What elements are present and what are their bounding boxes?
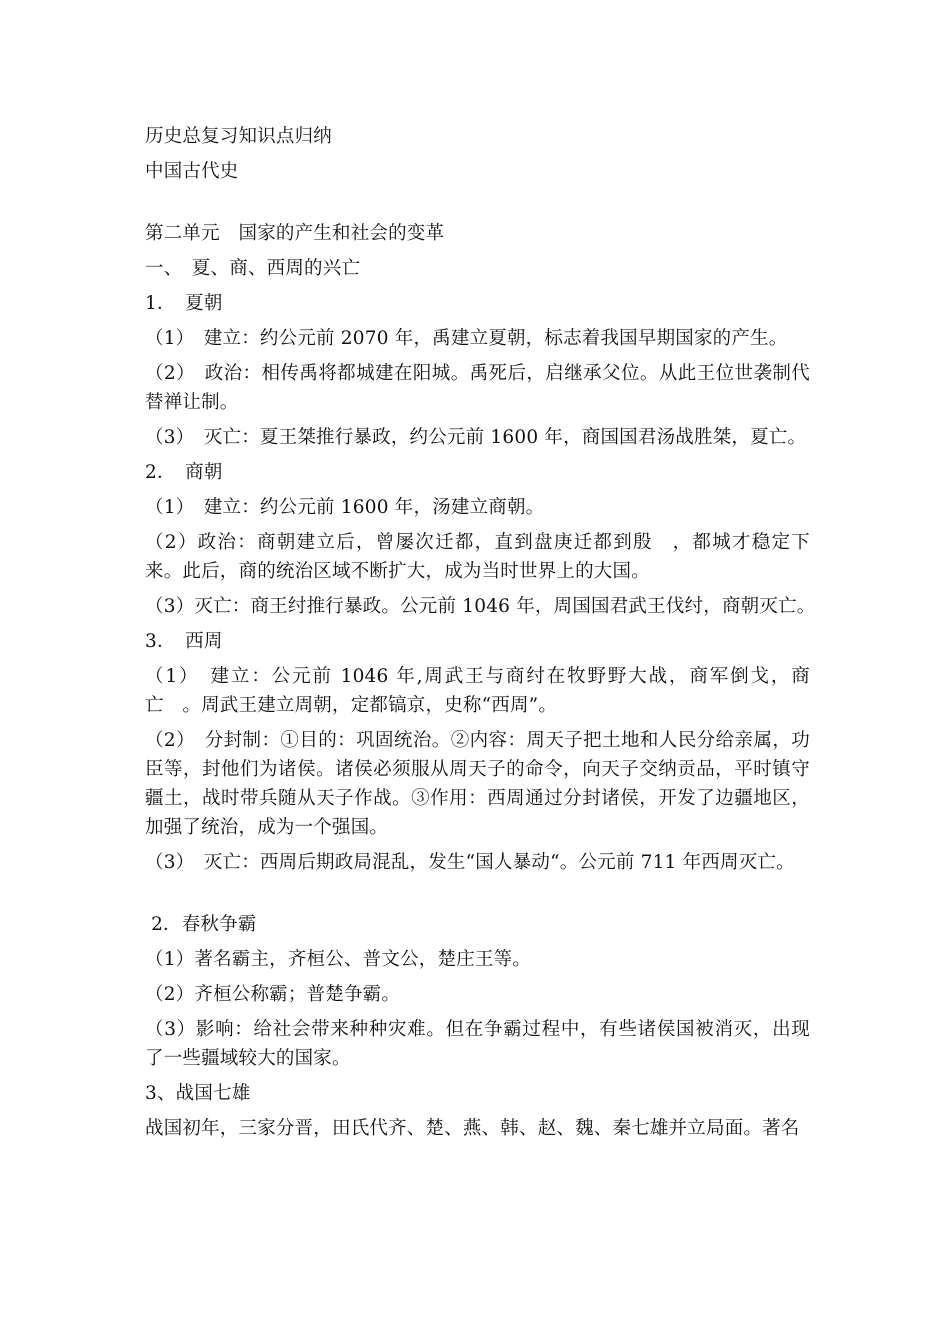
zhanguo-paragraph-1: 战国初年，三家分晋，田氏代齐、楚、燕、韩、赵、魏、秦七雄并立局面。著名	[145, 1118, 800, 1139]
shang-paragraph-1: （1） 建立：约公元前 1600 年，汤建立商朝。	[145, 497, 545, 518]
shang-heading: 2． 商朝	[145, 462, 223, 483]
chunqiu-paragraph-3: （3）影响：给社会带来种种灾难。但在争霸过程中，有些诸侯国被消灭，出现了一些疆域较大的国家。	[145, 1019, 810, 1069]
xia-paragraph-1: （1） 建立：约公元前 2070 年，禹建立夏朝，标志着我国早期国家的产生。	[145, 328, 788, 349]
chunqiu-paragraph-2: （2）齐桓公称霸；普楚争霸。	[145, 984, 401, 1005]
section-heading: 一、 夏、商、西周的兴亡	[145, 258, 361, 279]
zhou-paragraph-1: （1） 建立：公元前 1046 年,周武王与商纣在牧野野大战，商军倒戈，商亡 。周武王建立周朝，定都镐京，史称“西周”。	[145, 666, 810, 716]
zhou-paragraph-3: （3） 灭亡：西周后期政局混乱，发生“国人暴动“。公元前 711 年西周灭亡。	[145, 852, 795, 873]
unit-heading: 第二单元 国家的产生和社会的变革	[145, 223, 445, 244]
zhou-heading: 3． 西周	[145, 631, 223, 652]
zhou-paragraph-2: （2） 分封制：①目的：巩固统治。②内容：周天子把土地和人民分给亲属，功臣等，封他们为诸侯。诸侯必须服从周天子的命令，向天子交纳贡品，平时镇守疆土，战时带兵随从天子作战。③作用：西周通过分封诸侯，开发了边疆地区，加强了统治，成为一个强国。	[145, 730, 810, 838]
xia-paragraph-3: （3） 灭亡：夏王桀推行暴政，约公元前 1600 年，商国国君汤战胜桀，夏亡。	[145, 427, 807, 448]
document-subtitle: 中国古代史	[145, 161, 239, 182]
chunqiu-heading: 2．春秋争霸	[145, 914, 257, 935]
shang-paragraph-2: （2）政治：商朝建立后，曾屡次迁都，直到盘庚迁都到殷 ，都城才稳定下来。此后，商的统治区域不断扩大，成为当时世界上的大国。	[145, 532, 810, 582]
zhanguo-heading: 3、战国七雄	[145, 1083, 251, 1104]
shang-paragraph-3: （3）灭亡：商王纣推行暴政。公元前 1046 年，周国国君武王伐纣，商朝灭亡。	[145, 596, 816, 617]
xia-paragraph-2: （2） 政治：相传禹将都城建在阳城。禹死后，启继承父位。从此王位世袭制代替禅让制。	[145, 363, 810, 413]
document-body	[145, 122, 816, 1143]
xia-heading: 1． 夏朝	[145, 293, 223, 314]
document-title: 历史总复习知识点归纳	[145, 126, 333, 147]
chunqiu-paragraph-1: （1）著名霸主，齐桓公、普文公，楚庄王等。	[145, 949, 531, 970]
